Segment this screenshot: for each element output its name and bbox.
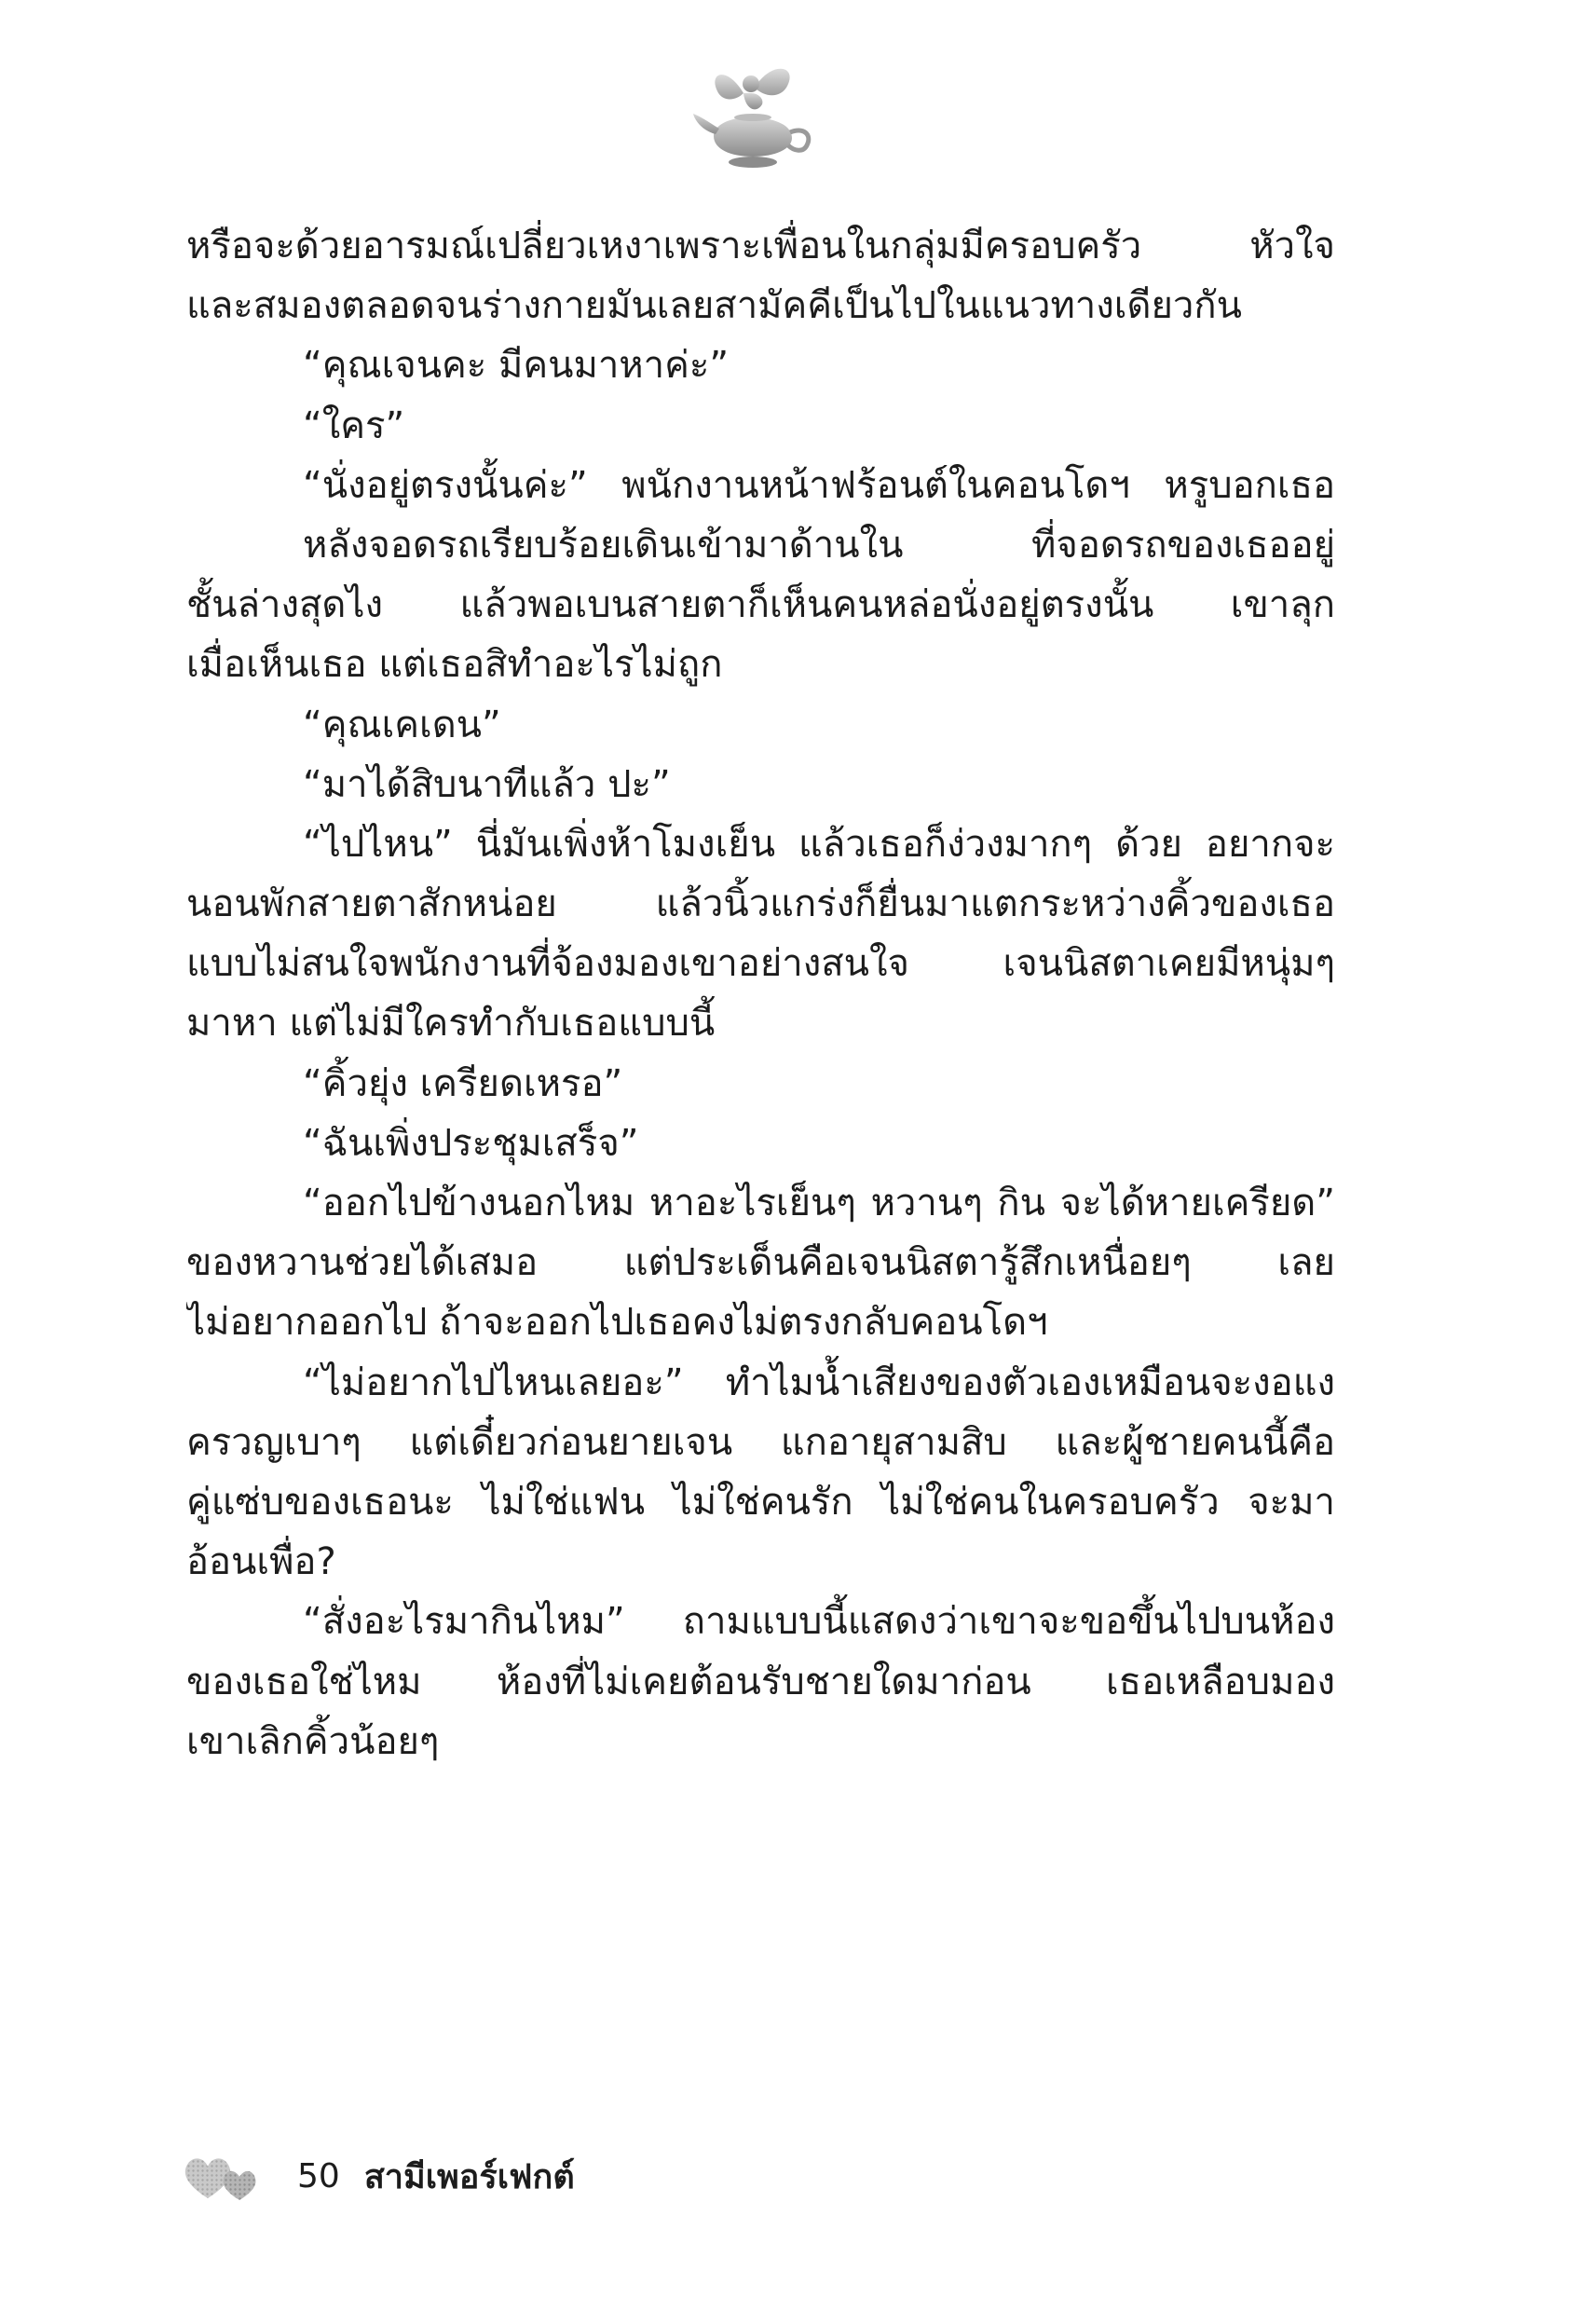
text-line: หลังจอดรถเรียบร้อยเดินเข้ามาด้านใน ที่จอดรถของเธออยู่ bbox=[303, 523, 1335, 567]
cupid-teapot-ornament-icon bbox=[689, 56, 820, 177]
text-line: ชั้นล่างสุดไง แล้วพอเบนสายตาก็เห็นคนหล่อนั่งอยู่ตรงนั้น เขาลุก bbox=[186, 583, 1335, 627]
text-line: “ไม่อยากไปไหนเลยอะ” ทำไมน้ำเสียงของตัวเองเหมือนจะงอแง bbox=[303, 1361, 1335, 1404]
text-line: ของหวานช่วยได้เสมอ แต่ประเด็นคือเจนนิสตารู้สึกเหนื่อยๆ เลย bbox=[186, 1241, 1335, 1285]
book-title: สามีเพอร์เฟกต์ bbox=[363, 2157, 575, 2196]
body-text bbox=[186, 216, 1335, 1771]
text-line: หรือจะด้วยอารมณ์เปลี่ยวเหงาเพราะเพื่อนในกลุ่มมีครอบครัว หัวใจ bbox=[186, 225, 1335, 267]
text-line: เมื่อเห็นเธอ แต่เธอสิทำอะไรไม่ถูก bbox=[186, 643, 723, 687]
page-number: 50 bbox=[297, 2156, 340, 2195]
text-line: “ฉันเพิ่งประชุมเสร็จ” bbox=[303, 1121, 639, 1165]
text-line: “ไปไหน” นี่มันเพิ่งห้าโมงเย็น แล้วเธอก็ง่วงมากๆ ด้วย อยากจะ bbox=[303, 822, 1335, 866]
text-line: ไม่อยากออกไป ถ้าจะออกไปเธอคงไม่ตรงกลับคอนโดฯ bbox=[186, 1301, 1048, 1345]
text-line: “คุณเคเดน” bbox=[303, 703, 501, 746]
text-line: “สั่งอะไรมากินไหม” ถามแบบนี้แสดงว่าเขาจะขอขึ้นไปบนห้อง bbox=[303, 1600, 1335, 1644]
text-line: “ใคร” bbox=[303, 403, 405, 447]
text-line: เขาเลิกคิ้วน้อยๆ bbox=[186, 1719, 440, 1763]
text-line: “คิ้วยุ่ง เครียดเหรอ” bbox=[303, 1061, 623, 1105]
page-footer bbox=[182, 2148, 575, 2204]
text-line: อ้อนเพื่อ? bbox=[186, 1540, 336, 1584]
hearts-icon bbox=[182, 2150, 266, 2202]
text-line: “ออกไปข้างนอกไหม หาอะไรเย็นๆ หวานๆ กิน จะได้หายเครียด” bbox=[303, 1182, 1335, 1224]
text-line: “นั่งอยู่ตรงนั้นค่ะ” พนักงานหน้าฟร้อนต์ในคอนโดฯ หรูบอกเธอ bbox=[303, 463, 1335, 507]
text-line: แบบไม่สนใจพนักงานที่จ้องมองเขาอย่างสนใจ เจนนิสตาเคยมีหนุ่มๆ bbox=[186, 942, 1335, 986]
text-line: นอนพักสายตาสักหน่อย แล้วนิ้วแกร่งก็ยื่นมาแตกระหว่างคิ้วของเธอ bbox=[186, 882, 1335, 926]
text-line: “คุณเจนคะ มีคนมาหาค่ะ” bbox=[303, 344, 730, 388]
text-line: มาหา แต่ไม่มีใครทำกับเธอแบบนี้ bbox=[186, 1002, 716, 1046]
text-line: และสมองตลอดจนร่างกายมันเลยสามัคคีเป็นไปในแนวทางเดียวกัน bbox=[186, 284, 1242, 328]
text-line: คู่แซ่บของเธอนะ ไม่ใช่แฟน ไม่ใช่คนรัก ไม่ใช่คนในครอบครัว จะมา bbox=[186, 1480, 1335, 1524]
text-line: ของเธอใช่ไหม ห้องที่ไม่เคยต้อนรับชายใดมาก่อน เธอเหลือบมอง bbox=[186, 1660, 1335, 1703]
text-line: ครวญเบาๆ แต่เดี๋ยวก่อนยายเจน แกอายุสามสิบ และผู้ชายคนนี้คือ bbox=[186, 1420, 1335, 1464]
text-line: “มาได้สิบนาทีแล้ว ปะ” bbox=[303, 762, 671, 806]
